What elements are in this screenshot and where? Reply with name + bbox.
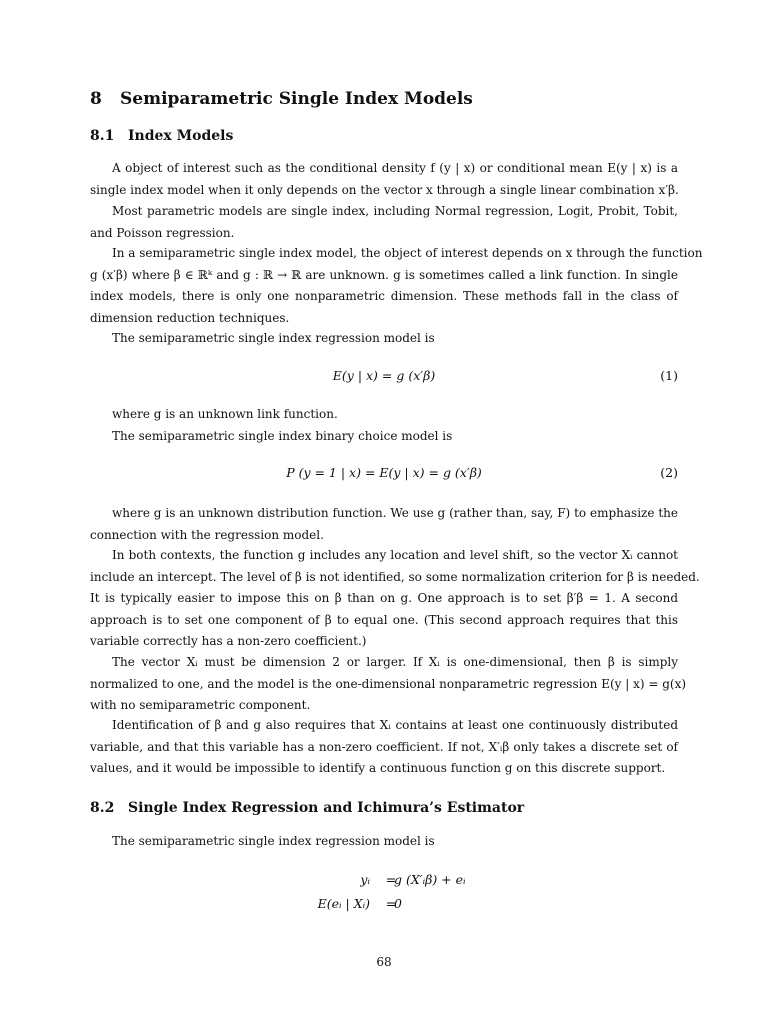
text-line: The semiparametric single index regression model is bbox=[112, 834, 435, 848]
text-line: single index model when it only depends on the vector x through a single linear combination x′β. bbox=[90, 182, 679, 197]
section-title: Semiparametric Single Index Models bbox=[120, 89, 473, 109]
subsection-title: Index Models bbox=[128, 128, 234, 144]
text-line: values, and it would be impossible to identify a continuous function g on this discrete support. bbox=[90, 761, 666, 775]
text-line: It is typically easier to impose this on β than on g. One approach is to set β′β = 1. A second bbox=[90, 591, 678, 605]
text-line: and Poisson regression. bbox=[90, 225, 235, 240]
eqarr-lhs-1: yᵢ bbox=[360, 872, 370, 887]
text-line: Identification of β and g also requires that Xᵢ contains at least one continuously distributed bbox=[112, 718, 678, 732]
eqarr-rhs-1: g (X′ᵢβ) + eᵢ bbox=[394, 872, 466, 887]
page-number: 68 bbox=[376, 955, 392, 969]
paragraph bbox=[90, 831, 678, 853]
text-line: include an intercept. The level of β is not identified, so some normalization criterion for β is needed. bbox=[90, 569, 700, 584]
paragraph bbox=[90, 243, 703, 329]
text-line: variable, and that this variable has a non-zero coefficient. If not, X′ᵢβ only takes a discrete set of bbox=[90, 739, 678, 754]
text-line: variable correctly has a non-zero coefficient.) bbox=[90, 634, 367, 648]
subsection-heading-ichimura bbox=[90, 800, 524, 816]
paragraph bbox=[90, 652, 687, 717]
text-line: The semiparametric single index regression model is bbox=[112, 331, 435, 345]
paragraph bbox=[90, 503, 678, 546]
text-line: where g is an unknown distribution function. We use g (rather than, say, F) to emphasize the bbox=[112, 506, 678, 520]
paragraph bbox=[90, 426, 678, 448]
text-line: The vector Xᵢ must be dimension 2 or larger. If Xᵢ is one-dimensional, then β is simply bbox=[112, 655, 678, 669]
text-line: index models, there is only one nonparametric dimension. These methods fall in the class of bbox=[90, 289, 678, 303]
paragraph bbox=[90, 201, 678, 244]
text-line: connection with the regression model. bbox=[90, 527, 324, 542]
text-line: normalized to one, and the model is the one-dimensional nonparametric regression E(y | x) = g(x) bbox=[90, 676, 687, 691]
text-line: approach is to set one component of β to equal one. (This second approach requires that this bbox=[90, 612, 678, 627]
paragraph bbox=[90, 158, 678, 201]
text-line: with no semiparametric component. bbox=[90, 698, 311, 712]
paragraph bbox=[90, 545, 700, 653]
subsection-title: Single Index Regression and Ichimura’s Estimator bbox=[128, 800, 525, 816]
paragraph bbox=[90, 328, 678, 350]
text-line: A object of interest such as the conditional density f (y | x) or conditional mean E(y | x) is a bbox=[112, 161, 678, 175]
section-number: 8 bbox=[90, 89, 102, 109]
subsection-number: 8.1 bbox=[90, 128, 115, 144]
equation-1 bbox=[90, 368, 678, 390]
page bbox=[90, 0, 703, 1024]
equation-number: (2) bbox=[660, 465, 678, 480]
text-line: In a semiparametric single index model, the object of interest depends on x through the function bbox=[112, 246, 703, 260]
section-heading bbox=[90, 89, 473, 109]
eqarr-rhs-2: 0 bbox=[394, 896, 402, 911]
subsection-number: 8.2 bbox=[90, 800, 115, 816]
paragraph bbox=[90, 715, 678, 780]
eqarr-rel-1: = bbox=[385, 872, 397, 887]
equation-number: (1) bbox=[660, 368, 678, 383]
text-line: Most parametric models are single index, including Normal regression, Logit, Probit, Tobit, bbox=[112, 204, 678, 218]
eqarr-rel-2: = bbox=[385, 896, 397, 911]
text-line: g (x′β) where β ∈ ℝᵏ and g : ℝ → ℝ are unknown. g is sometimes called a link function. In single bbox=[90, 267, 678, 282]
eqarr-lhs-2: E(eᵢ | Xᵢ) bbox=[317, 896, 370, 911]
text-line: In both contexts, the function g includes any location and level shift, so the vector Xᵢ cannot bbox=[112, 548, 678, 562]
text-line: dimension reduction techniques. bbox=[90, 310, 290, 325]
equation-2 bbox=[90, 465, 678, 487]
text-line: where g is an unknown link function. bbox=[112, 407, 338, 421]
text-line: The semiparametric single index binary choice model is bbox=[112, 429, 453, 443]
paragraph bbox=[90, 404, 678, 426]
equation-body: E(y | x) = g (x′β) bbox=[332, 368, 436, 383]
subsection-heading-index-models bbox=[90, 128, 233, 144]
equation-body: P (y = 1 | x) = E(y | x) = g (x′β) bbox=[286, 465, 482, 480]
